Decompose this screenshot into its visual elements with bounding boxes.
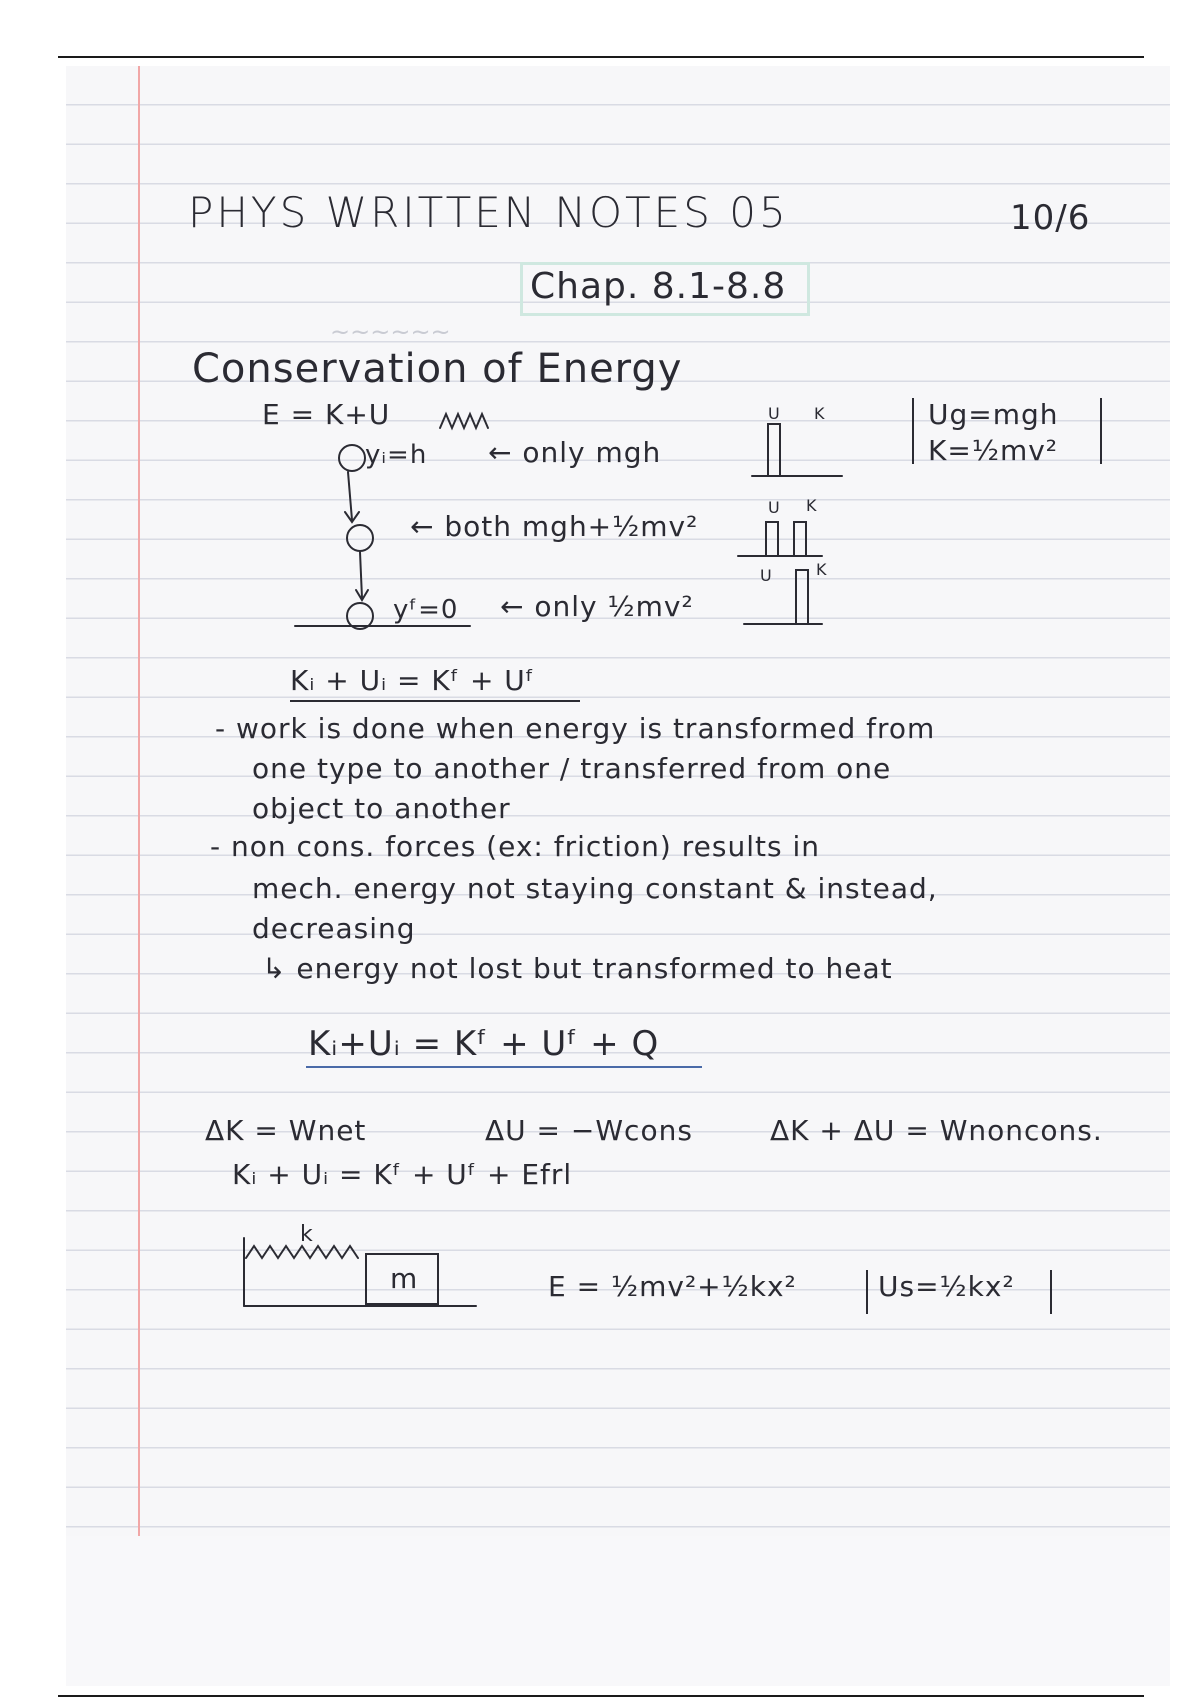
- delta-sum-equation: ΔK + ΔU = Wnoncons.: [770, 1114, 1103, 1147]
- bar2-k-label: K: [806, 496, 818, 515]
- scribble-mark: [440, 414, 488, 428]
- spring-mass-block: [366, 1254, 438, 1304]
- ball-middle: [347, 525, 373, 551]
- bar2-u-bar: [766, 522, 778, 556]
- bar1-k-label: K: [814, 404, 826, 423]
- k-definition: K=½mv²: [928, 434, 1059, 467]
- arrow-down-2: [356, 552, 368, 600]
- spring-potential-equation: Us=½kx²: [878, 1270, 1015, 1303]
- notes-title: PHYS WRITTEN NOTES 05: [188, 188, 789, 237]
- heat-equation: Kᵢ+Uᵢ = Kᶠ + Uᶠ + Q: [308, 1024, 660, 1064]
- spring-k-label: k: [300, 1222, 314, 1247]
- bullet2-line4: ↳ energy not lost but transformed to heat: [262, 952, 893, 985]
- only-kinetic-label: ← only ½mv²: [500, 590, 694, 623]
- y-initial-label: yᵢ=h: [365, 440, 428, 470]
- bar2-k-bar: [794, 522, 806, 556]
- y-final-label: yᶠ=0: [393, 595, 459, 625]
- bar1-u-bar: [768, 424, 780, 476]
- bullet1-line1: - work is done when energy is transformed from: [215, 712, 936, 745]
- spring-energy-equation: E = ½mv²+½kx²: [548, 1270, 797, 1303]
- bar3-k-bar: [796, 570, 808, 624]
- bottom-rule: [58, 1695, 1144, 1697]
- chapter-label: Chap. 8.1-8.8: [530, 266, 787, 307]
- bar1-u-label: U: [768, 404, 781, 423]
- ball-top: [339, 445, 365, 471]
- delta-u-equation: ΔU = −Wcons: [485, 1114, 693, 1147]
- notes-date: 10/6: [1010, 198, 1091, 238]
- friction-equation: Kᵢ + Uᵢ = Kᶠ + Uᶠ + Efrl: [232, 1158, 573, 1191]
- bullet2-line1: - non cons. forces (ex: friction) results in: [210, 830, 820, 863]
- bullet1-line2: one type to another / transferred from one: [252, 752, 892, 785]
- mass-label: m: [390, 1262, 419, 1295]
- bullet2-line2: mech. energy not staying constant & instead,: [252, 872, 938, 905]
- bullet2-line3: decreasing: [252, 912, 416, 945]
- conservation-equation: Kᵢ + Uᵢ = Kᶠ + Uᶠ: [290, 664, 536, 697]
- bullet1-line3: object to another: [252, 792, 511, 825]
- bar2-u-label: U: [768, 498, 781, 517]
- spring-coil: [246, 1246, 358, 1258]
- energy-equation: E = K+U: [262, 398, 391, 431]
- bleed-through-text: ~~~~~~: [330, 318, 451, 346]
- delta-k-equation: ΔK = Wnet: [205, 1114, 367, 1147]
- section-heading: Conservation of Energy: [192, 346, 683, 392]
- only-mgh-label: ← only mgh: [488, 436, 662, 469]
- both-label: ← both mgh+½mv²: [410, 510, 699, 543]
- bar3-k-label: K: [816, 560, 828, 579]
- arrow-down-1: [345, 472, 359, 522]
- bar3-u-label: U: [760, 566, 773, 585]
- ug-definition: Ug=mgh: [928, 398, 1059, 431]
